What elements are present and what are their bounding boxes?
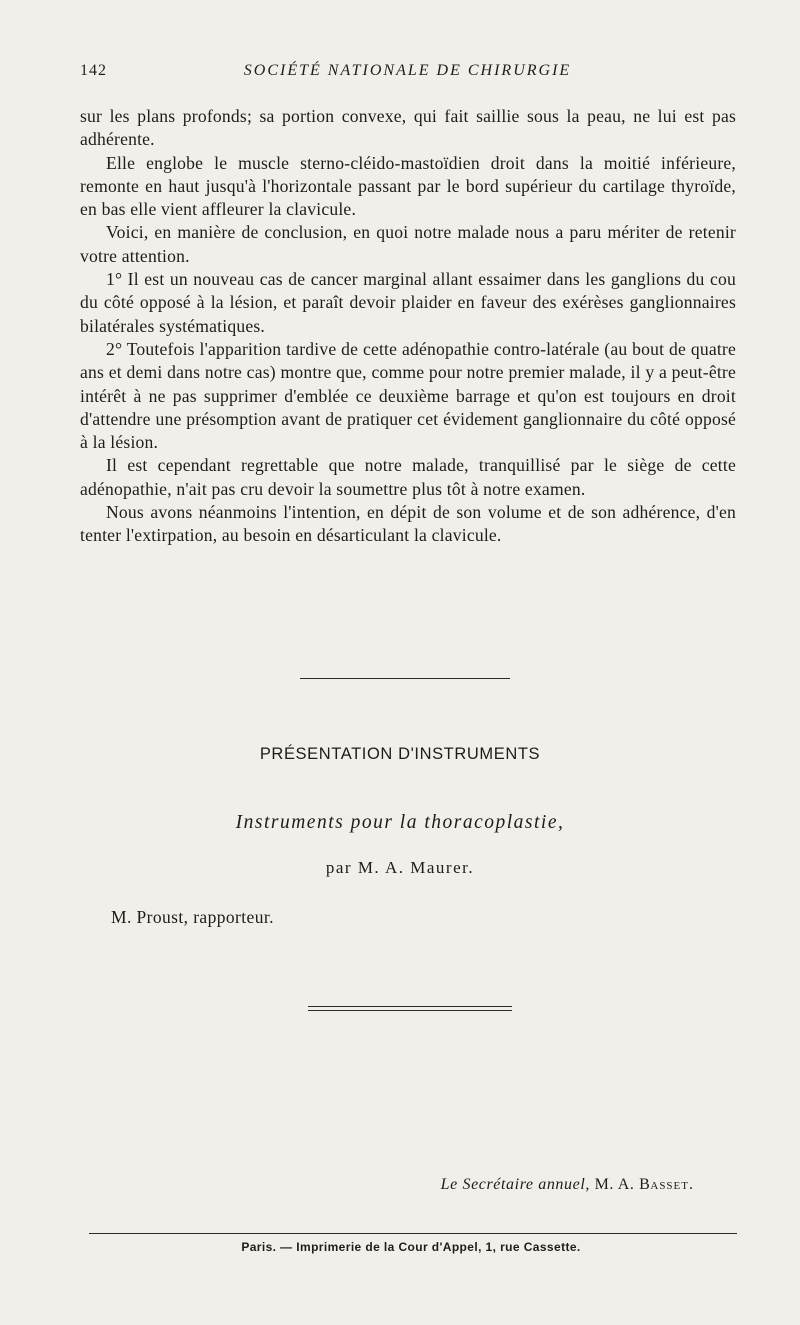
rapporteur-line: M. Proust, rapporteur. <box>111 907 274 927</box>
body-text <box>80 105 736 548</box>
printer-imprint: Paris. — Imprimerie de la Cour d'Appel, 1, rue Cassette. <box>241 1240 581 1254</box>
running-head: SOCIÉTÉ NATIONALE DE CHIRURGIE <box>243 62 572 79</box>
paragraph: Il est cependant regrettable que notre malade, tranquillisé par le siège de cette adénopathie, n'ait pas cru devoir la soumettre plus tôt à notre examen. <box>80 455 736 499</box>
page-header <box>80 62 735 86</box>
double-rule-top <box>308 1006 512 1007</box>
paragraph: sur les plans profonds; sa portion convexe, qui fait saillie sous la peau, ne lui est pas adhérente. <box>80 106 736 150</box>
signature-name-prefix: M. A. B <box>594 1176 651 1193</box>
presentation-title: Instruments pour la thoracoplastie, <box>235 812 565 833</box>
signature-name-rest: asset. <box>650 1176 694 1193</box>
paragraph: Elle englobe le muscle sterno-cléido-mastoïdien droit dans la moitié inférieure, remonte en haut jusqu'à l'horizontale passant par le bord supérieur du cartilage thyroïde, en bas elle vient affleurer la clavicule. <box>80 152 736 220</box>
section-divider <box>300 678 510 679</box>
double-rule-bottom <box>308 1010 512 1011</box>
paragraph: 2° Toutefois l'apparition tardive de cette adénopathie contro-latérale (au bout de quatre ans et demi dans notre cas) montre que, comme pour notre premier malade, il y a peut-être intérêt à ne pas supprimer d'emblée ce deuxième barrage et qu'on est toujours en droit d'attendre une présomption avant de pratiquer cet évidement ganglionnaire du côté opposé à la lésion. <box>80 338 736 453</box>
signature-role: Le Secrétaire annuel, <box>440 1176 590 1193</box>
paragraph: Voici, en manière de conclusion, en quoi notre malade nous a paru mériter de retenir votre attention. <box>80 222 736 266</box>
paragraph: 1° Il est un nouveau cas de cancer marginal allant essaimer dans les ganglions du cou du côté opposé à la lésion, et paraît devoir plaider en faveur des exérèses ganglionnaires bilatérales systématiques. <box>80 269 736 336</box>
page-number: 142 <box>80 62 107 79</box>
byline: par M. A. Maurer. <box>325 858 475 877</box>
paragraph: Nous avons néanmoins l'intention, en dépit de son volume et de son adhérence, d'en tenter l'extirpation, au besoin en désarticulant la clavicule. <box>80 502 736 546</box>
signature <box>441 1176 694 1194</box>
footer-rule <box>89 1233 737 1234</box>
section-title: PRÉSENTATION D'INSTRUMENTS <box>259 745 541 763</box>
